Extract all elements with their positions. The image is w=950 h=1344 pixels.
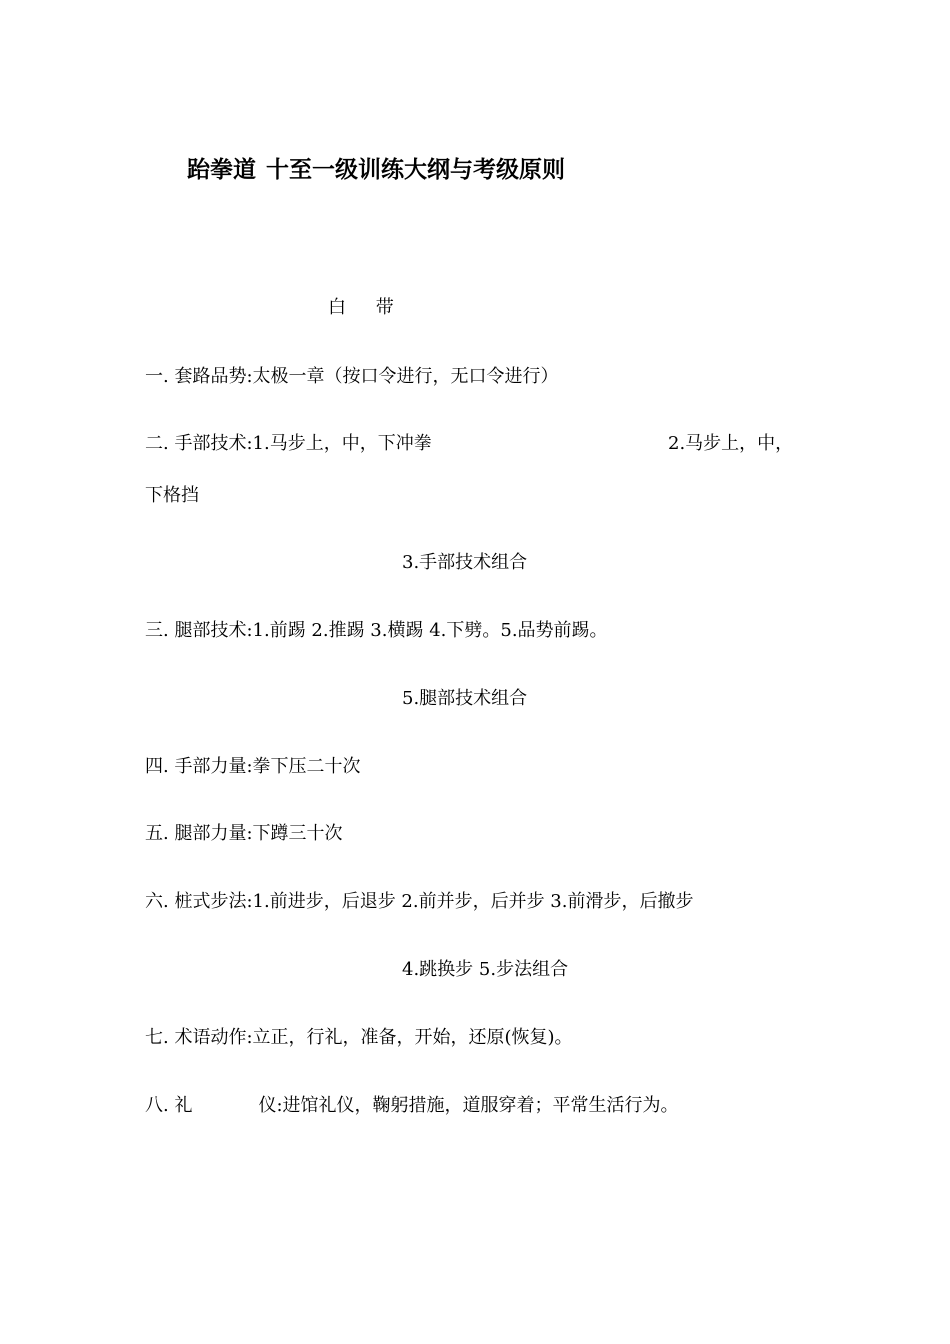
item-7-text: 立正，行礼，准备，开始，还原(恢复)。	[252, 1027, 573, 1048]
item-6-label: 六. 桩式步法:	[145, 891, 253, 912]
item-5	[145, 822, 343, 846]
item-5-label: 五. 腿部力量:	[145, 823, 253, 844]
item-7-label: 七. 术语动作:	[145, 1027, 253, 1048]
item-8-label-a: 八. 礼	[145, 1095, 193, 1116]
item-2	[145, 432, 432, 456]
item-2-text-right: 2.马步上，中，	[668, 433, 794, 454]
item-1-text: 太极一章（按口令进行，无口令进行）	[252, 366, 559, 387]
item-3-sub: 5.腿部技术组合	[402, 688, 528, 709]
item-3-text: 1.前踢 2.推踢 3.横踢 4.下劈。5.品势前踢。	[252, 620, 608, 641]
item-8	[145, 1094, 679, 1118]
title-part-2: 十至一级训练大纲与考级原则	[266, 157, 565, 183]
title-part-1: 跆拳道	[187, 157, 256, 183]
item-7	[145, 1026, 573, 1050]
item-8-text: 进馆礼仪，鞠躬措施，道服穿着；平常生活行为。	[282, 1095, 679, 1116]
document-title	[187, 155, 565, 185]
item-2-text: 1.马步上，中，下冲拳	[252, 433, 432, 454]
item-2-continuation: 下格挡	[145, 485, 199, 506]
section-heading-white-belt: 白 带	[328, 297, 406, 318]
item-2-label: 二. 手部技术:	[145, 433, 253, 454]
item-4	[145, 755, 361, 779]
item-6-sub: 4.跳换步 5.步法组合	[402, 959, 569, 980]
item-8-label-b: 仪:	[258, 1095, 283, 1116]
item-5-text: 下蹲三十次	[252, 823, 343, 844]
item-3	[145, 619, 608, 643]
item-4-label: 四. 手部力量:	[145, 756, 253, 777]
item-4-text: 拳下压二十次	[252, 756, 361, 777]
item-1-label: 一. 套路品势:	[145, 366, 253, 387]
item-1	[145, 365, 559, 389]
item-2-sub: 3.手部技术组合	[402, 552, 528, 573]
item-3-label: 三. 腿部技术:	[145, 620, 253, 641]
item-6-text: 1.前进步，后退步 2.前并步，后并步 3.前滑步，后撤步	[252, 891, 694, 912]
item-6	[145, 890, 693, 914]
